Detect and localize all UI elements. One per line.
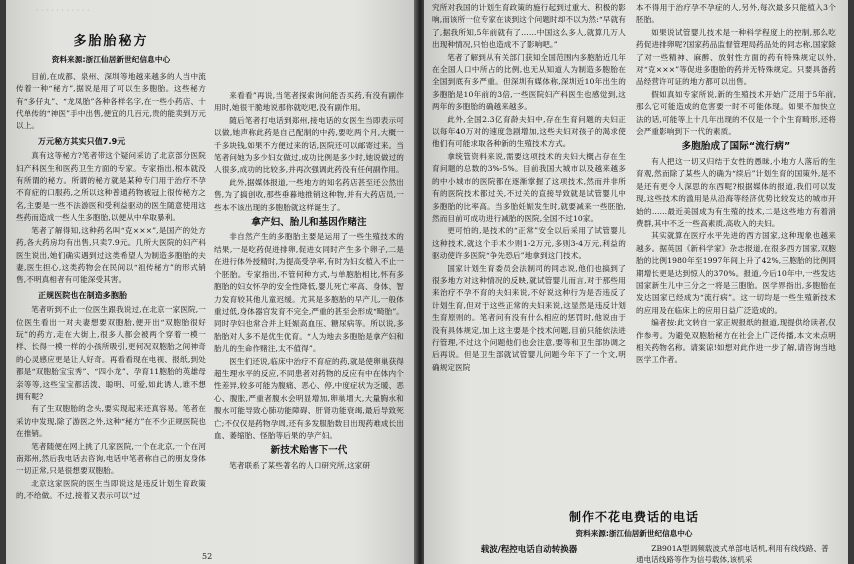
section-heading: 正规医院也在制造多胞胎 (38, 290, 128, 300)
right-column-1 (432, 2, 626, 374)
paragraph: 笔者了解得知,这种药名叫“克×××”,是国产的处方药,各大药房均有出售,只卖7.9元。几所大医院的妇产科医生说出,她们确实遇到过这类希望人为制造多胞胎的夫妻,医生担心,这类药物会在民间以“祖传秘方”的形式销售,不明真相者有可能深受其害。 (16, 225, 206, 285)
paragraph: 编者按:此文转自一家正规报纸的报道,现提供给读者,仅作参考。为避免双胞胎秘方在社会上广泛传播,本文未点明相关药物名称。请案谅!如想对此作进一步了解,请咨询当地医学工作者。 (636, 318, 836, 365)
paragraph: 假如真如专家所说,新的生殖技术开始广泛用于5年前,那么它可能造成的危害要一时不可能体现。如果不加快立法的话,可能等上十几年出现的不仅是一个个生育畸形,还将会严重影响到下一代的素质。 (636, 89, 836, 137)
paragraph: 拿统管资料来说,需要这项技术的夫妇大概占存在生育问题的总数的3%-5%。目前我国大城市以及越来越多的中小城市的医院都在逐渐掌握了这项技术,然而并非所有的医院技术都过关,不过关的直接导致就是试管婴儿中多胞胎的比率高。当多胎妊娠发生时,就要减来一些胚胎,然而目前可成功进行减胎的医院,全国不过10家。 (432, 151, 626, 223)
paragraph: 其实就算在医疗水平先进的西方国家,这种现象也越来越多。据英国《新科学家》杂志报道,在很多西方国家,双胞胎的比例1980年至1997年间上升了42%,三胞胎的比例同期增长更是达到惊人的370%。报道,今后10年中,一些发达国家新生儿中三分之一将是三胞胎。医学界指出,多胞胎在发达国家已经成为“流行病”。这一切均是一些生殖新技术的应用及在临床上的应用日益广泛造成的。 (636, 231, 836, 315)
section-heading: 万元秘方其实只值7.9元 (38, 136, 126, 146)
section-heading: 多胞胎成了国际“流行病” (681, 141, 791, 153)
section-heading: 新技术贻害下一代 (270, 445, 348, 457)
paragraph: 笔者了解到从有关部门获知全国范围内多胞胎近几年在全国人口中所占的比例,也无从知道人为制造多胞胎在全国到底有多严重。但深圳有媒体称,深圳近10年出生的多胞胎是10年前的3倍,一些医院妇产科医生也感觉到,这两年的多胞胎的确越来越多。 (432, 52, 626, 112)
paragraph: 真有这等秘方?笔者带这个疑问采访了北京部分医院妇产科医生和医药卫生方面的专家。专家指出,根本就没有所谓的秘方。所谓的秘方就是某种专门用于治疗不孕不育症的口服药,之所以这种普通药物被冠上很传秘方之名,主要是一些不法游医和受利益驱动的医生随意使用这些药而造成一些人生多胞胎,以便从中牟取暴利。 (16, 151, 206, 223)
bleed-through-text: · · · · · · · · · · · (36, 6, 90, 15)
paragraph: 笔者联系了某些著名的人口研究所,这家研 (229, 460, 371, 470)
article-source: 资料来源:浙江仙居新世纪信息中心 (51, 55, 171, 65)
paragraph: 有人把这一切又归结于女性的愚昧,小地方人落后的生育观,然而除了某些人的确为“续后”计划生育的国策外,是不是还有更令人深思的东西呢?根据媒体的报道,我们可以发现,这些技术的滥用是从沿海等经济优势比较发达的城市开始的……最近美国成为有生殖的技术,二是这些地方有着消费群,其中不乏一些高素质,高收入的夫妇。 (636, 156, 836, 228)
paragraph: 如果说试管婴儿技术是一种科学程度上的控制,那么吃药促进排卵呢?国家药品监督管理局药品处的同志称,国家除了对一些精神、麻醉、放射性方面的药有特殊规定以外,对“克×××”等促进多胞胎的药并无特殊规定。只要具备药品经营许可证的地方都可以出售。 (636, 27, 836, 87)
paragraph: 医生们还说,临床中治疗不育症的药,就是使卵巢获得超生理水平的反应,不同患者对药物的反应有中在体内个性差异,较多可能为腹痛、恶心、停,中度症状为乏暖、恶心、腹胀,严重者腹水会明显增加,卵巢增大,大量胸水和腹水可能导致心肺功能障碍、肝肾功能衰竭,最后导致死亡;不仅仅是药物孕周,还有多发服胎数目出现药难成长出血、萎缩胎、怪胎等后果的孕产妇。 (214, 356, 404, 440)
paragraph: 北京这家医院的医生当即说这是违反计划生育政策的,不给做。不过,接着又表示可以“过 (16, 478, 206, 501)
bottom-article-text: ZB901A型调频载波式单部电话机,利用有线线路、普通电话线路等作为信号载体,该机采 (636, 544, 829, 564)
paragraph: 随后笔者打电话到郑州,接电话的女医生当即表示可以做,她声称此药是自己配制的中药,要吃两个月,大概一千多块钱,如果不方便过来的话,医院还可以邮寄过来。当笔者问她为多少妇女做过,成功比例是多少时,她说做过的人很多,成功的比较多,并再次强调此药没有任何副作用。 (214, 115, 404, 175)
bottom-article-source: 资料来源:浙江仙居新世纪信息中心 (575, 529, 693, 538)
paragraph: 笔者随便在网上挑了几家医院,一个在北京,一个在河南郑州,然后我电话去咨询,电话中笔者称自己的朋友身体一切正常,只是很想要双胞胎。 (16, 441, 206, 476)
left-page (6, 0, 416, 564)
paragraph: 此外,全国2.3亿育龄夫妇中,存在生育问题的夫妇正以每年40万对的速度急剧增加,这些夫妇对孩子的渴求使他们有可能求取各种新的生殖技术方式。 (432, 114, 626, 149)
paragraph: 有了生双胞胎的念头,要实现起来还真容易。笔者在采访中发现,除了游医之外,这种“秘方”在不少正规医院也在推销。 (16, 404, 206, 439)
bottom-article (432, 508, 836, 564)
page-number: 52 (202, 552, 213, 561)
right-column-2 (636, 2, 836, 367)
section-heading: 拿产妇、胎儿和基因作赌注 (251, 217, 367, 229)
right-page (424, 0, 848, 564)
paragraph: 来看看”再说,当笔者探索询问能否买药,有没有副作用时,她很干脆地说那你就吃吧,没有副作用。 (214, 91, 404, 113)
paragraph: 目前,在成都、泉州、深圳等地越来越多的人当中流传着一种“秘方”,据说是用了可以生多胞胎。这些秘方有“多仔丸”、“龙凤胎”各种各样名字,在一些小药店、十代单传的“神医”手中出售,便宜的几百元,贵的能卖到万元以上。 (16, 71, 206, 131)
paragraph: 更可怕的,是技术的“正常”安全以后采用了试管婴儿这种技术,就这个手术少则1-2万元,多则3-4万元,利益的驱动使许多医院“争先恐后”地拿到这门技术。 (432, 226, 626, 261)
article-title: 多胎胎秘方 (73, 34, 149, 49)
left-column-1 (16, 36, 206, 503)
paragraph: 此外,据媒体报道,一些地方的知名药店甚至还公然出售,为了搞创收,那些垂暮地推销这种物,并有大药店员,一些本不该出现的多胞胎就这样诞生了。 (214, 177, 404, 212)
bottom-article-subtitle: 载波/程控电话自动转换器 (480, 545, 578, 555)
paragraph: 国家计划生育委员会法制司的同志说,他们也搞到了很多地方对这种情况的反映,就试管婴儿而言,对于那些用来治疗不孕不育的夫妇来说,不好说这种行为是否违反了计划生育,但对于这些正常的夫妇来说,这显然是违反计划生育原则的。笔者问有没有什么相应的惩罚时,他说由于没有具体规定,加上这主要是个技术问题,目前只能依法进行管理,不过这个问题他们也会注意,要等和卫生部协调之后再说。但是卫生部就试管婴儿问题今年下了一个文,明确规定医院 (432, 263, 626, 372)
paragraph: 非自然产生的多胞胎主要是运用了一些生殖技术的结果,一是吃药促进排卵,促进女同时产生多个卵子,二是在进行体外授精时,为提高受孕率,有时为妇女植入不止一个胚胎。专家指出,不管何种方式,与单胞胎相比,怀有多胞胎的妇女怀孕的安全性降低,婴儿死亡率高、身体、智力发育较其他儿童迟缓。尤其是多胞胎的早产儿,一般体重过低,身体器官发育不完全,严重的甚至会形成“畸胎”。同时孕妇也常合并上妊娠高血压、糖尿病等。所以说,多胎胎对人多不是优生优育。“人为地去多胞胎是拿产妇和胎儿的生命作赌注,太不值得”。 (214, 232, 404, 354)
left-column-2 (214, 90, 404, 472)
paragraph: 本不得用于治疗孕不孕症的人,另外,每次最多只能植入3个胚胎。 (636, 3, 836, 25)
bottom-article-title: 制作不花电费话的电话 (568, 510, 699, 524)
paragraph: 究所对我国的计划生育政策的施行起到过重大、积极的影响,而该所一位专家在谈到这个问题时却不以为然:“早就有了,据我所知,5年前就有了……中国这么多人,就算几万人出现种情况,只怕也造成不了影响吧。” (432, 3, 626, 50)
paragraph: 笔者听到不止一位医生跟我说过,在北京一家医院,一位医生看出一对夫妻想要双胞胎,便开出“双胞胎很好玩”的药方,走在大街上,很多人都会被两个穿着一模一样、长得一模一样的小孩所吸引,更何况双胞胎之间神奇的心灵感应更是让人好奇。再看看现在电视、报纸,到处都是“双胞胎宝宝秀”、“四小龙”、孕育11胞胎的英雄母亲等等,这些宝宝都活泼、聪明、可爱,如此诱人,谁不想拥有呢? (16, 305, 206, 401)
